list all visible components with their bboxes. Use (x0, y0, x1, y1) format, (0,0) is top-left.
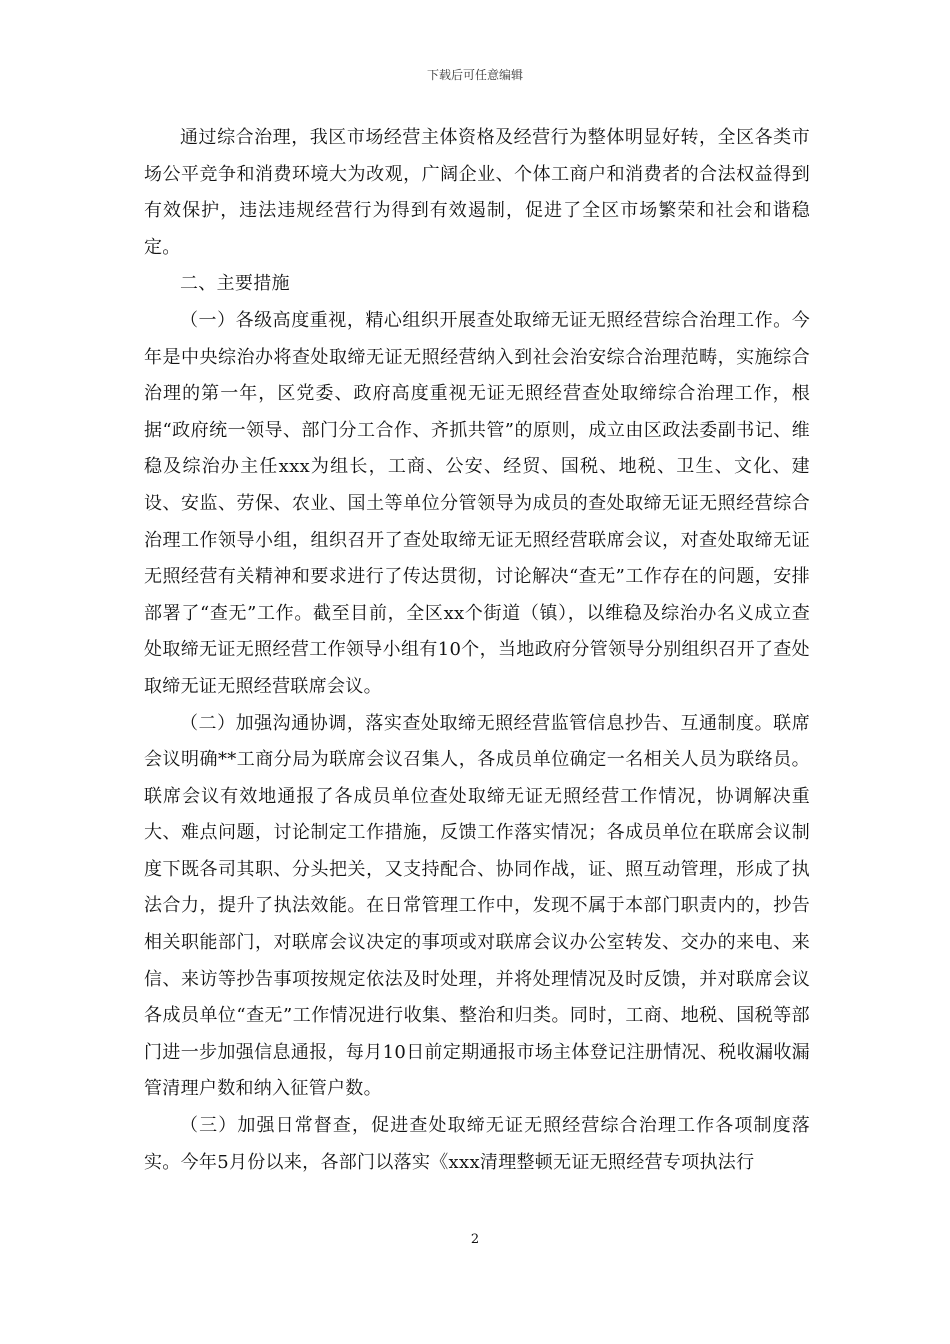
paragraph-measure-1: （一）各级高度重视，精心组织开展查处取缔无证无照经营综合治理工作。今年是中央综治办将查处取缔无证无照经营纳入到社会治安综合治理范畴，实施综合治理的第一年，区党委、政府高度重视无证无照经营查处取缔综合治理工作，根据“政府统一领导、部门分工合作、齐抓共管”的原则，成立由区政法委副书记、维稳及综治办主任xxx为组长，工商、公安、经贸、国税、地税、卫生、文化、建设、安监、劳保、农业、国土等单位分管领导为成员的查处取缔无证无照经营综合治理工作领导小组，组织召开了查处取缔无证无照经营联席会议，对查处取缔无证无照经营有关精神和要求进行了传达贯彻，讨论解决“查无”工作存在的问题，安排部署了“查无”工作。截至目前，全区xx个街道（镇），以维稳及综治办名义成立查处取缔无证无照经营工作领导小组有10个，当地政府分管领导分别组织召开了查处取缔无证无照经营联席会议。 (144, 309, 810, 697)
page-number: 2 (470, 1232, 480, 1247)
paragraph-measure-2: （二）加强沟通协调，落实查处取缔无照经营监管信息抄告、互通制度。联席会议明确**工商分局为联席会议召集人，各成员单位确定一名相关人员为联络员。联席会议有效地通报了各成员单位查处取缔无证无照经营工作情况，协调解决重大、难点问题，讨论制定工作措施，反馈工作落实情况；各成员单位在联席会议制度下既各司其职、分头把关，又支持配合、协同作战，证、照互动管理，形成了执法合力，提升了执法效能。在日常管理工作中，发现不属于本部门职责内的，抄告相关职能部门，对联席会议决定的事项或对联席会议办公室转发、交办的来电、来信、来访等抄告事项按规定依法及时处理，并将处理情况及时反馈，并对联席会议各成员单位“查无”工作情况进行收集、整治和归类。同时，工商、地税、国税等部门进一步加强信息通报，每月10日前定期通报市场主体登记注册情况、税收漏收漏管清理户数和纳入征管户数。 (144, 712, 810, 1100)
document-body (144, 120, 810, 1181)
paragraph-summary: 通过综合治理，我区市场经营主体资格及经营行为整体明显好转，全区各类市场公平竞争和消费环境大为改观，广阔企业、个体工商户和消费者的合法权益得到有效保护，违法违规经营行为得到有效遏制，促进了全区市场繁荣和社会和谐稳定。 (144, 127, 810, 258)
section-heading-main-measures: 二、主要措施 (180, 273, 290, 295)
page-header-note: 下载后可任意编辑 (426, 68, 523, 82)
paragraph-measure-3: （三）加强日常督查，促进查处取缔无证无照经营综合治理工作各项制度落实。今年5月份以来，各部门以落实《xxx清理整顿无证无照经营专项执法行 (144, 1115, 810, 1173)
